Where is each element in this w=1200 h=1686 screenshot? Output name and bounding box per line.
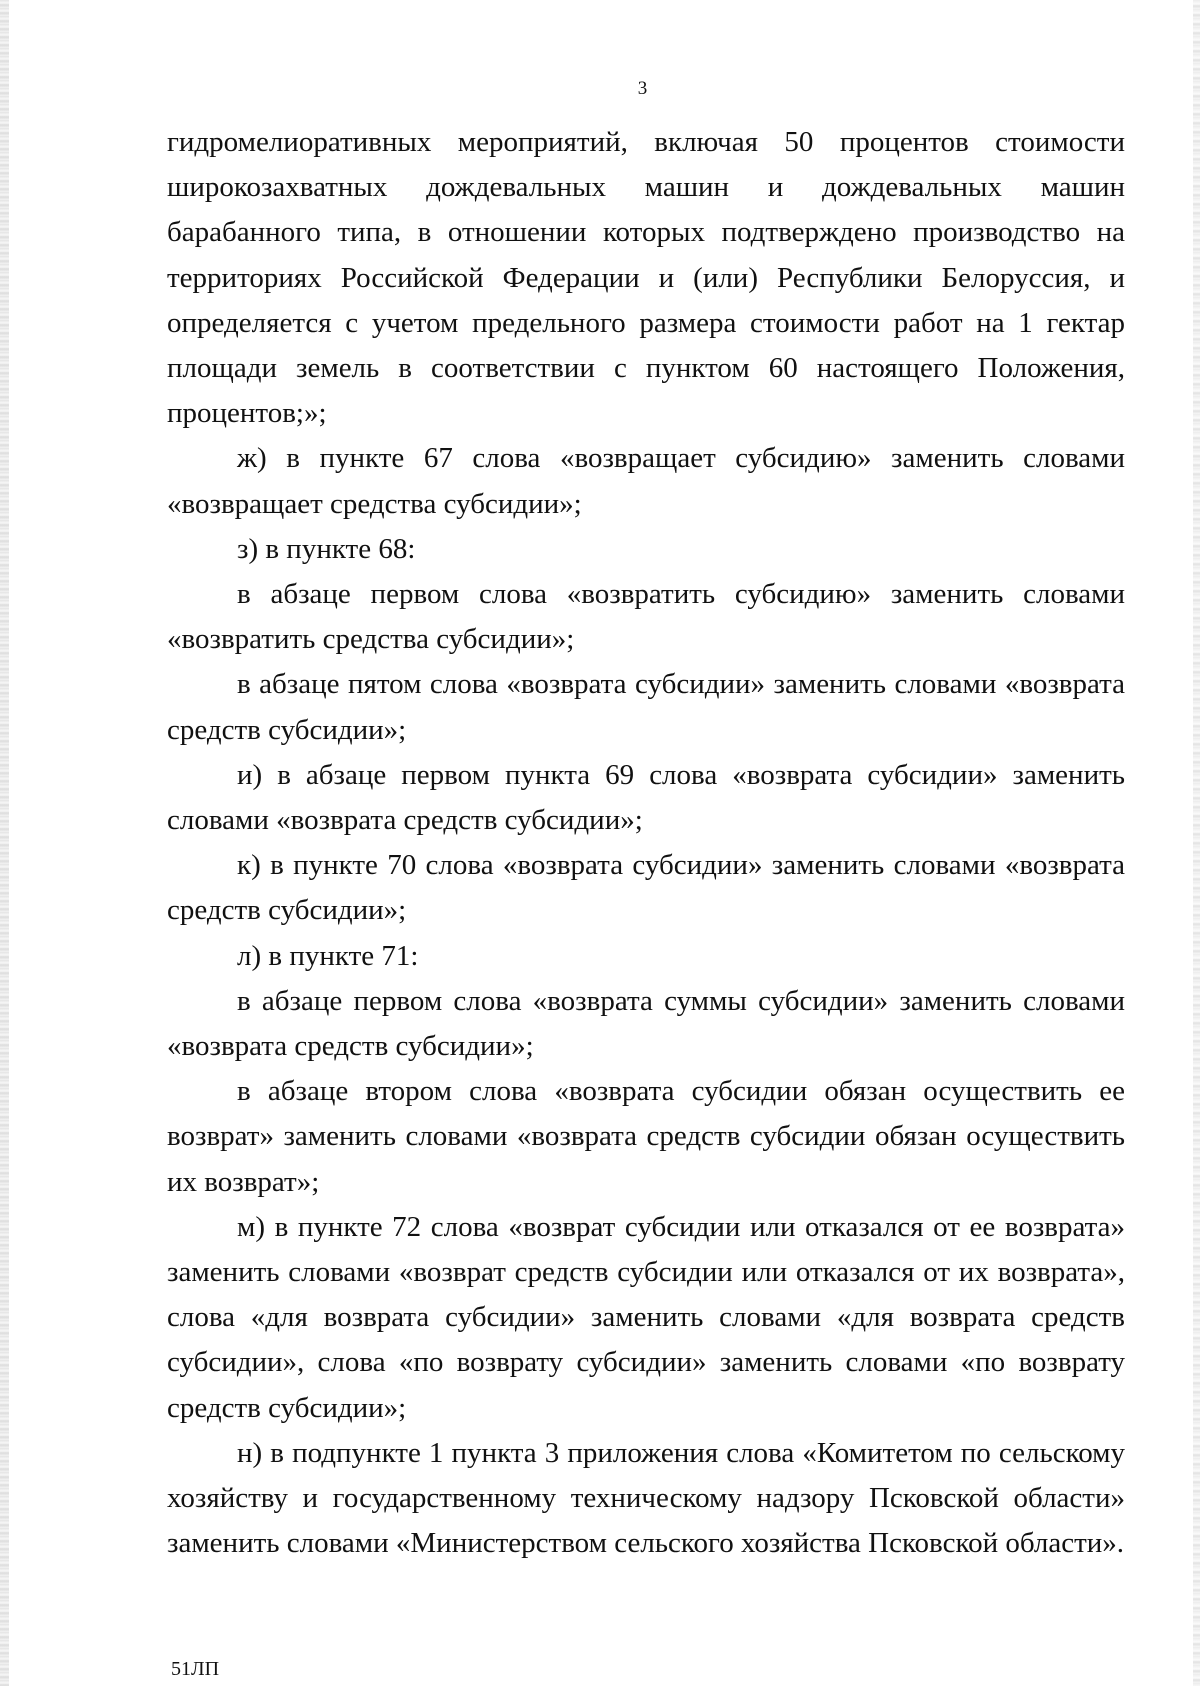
scan-left-edge [0,0,9,1686]
paragraph-k: к) в пункте 70 слова «возврата субсидии» заменить словами «возврата средств субсидии»; [167,849,1125,927]
paragraph-m: м) в пункте 72 слова «возврат субсидии или отказался от ее возврата» заменить словами «возврат средств субсидии или отказался от их возврата», слова «для возврата субсидии» заменить словами «для возврата средств субсидии», слова «по возврату субсидии» заменить словами «по возврату средств субсидии»; [167,1210,1125,1424]
paragraph-z: з) в пункте 68: [237,532,416,565]
paragraph-zh: ж) в пункте 67 слова «возвращает субсидию» заменить словами «возвращает средства субсидии»; [167,442,1125,520]
paragraph-i: и) в абзаце первом пункта 69 слова «возврата субсидии» заменить словами «возврата средств субсидии»; [167,758,1125,837]
scan-right-edge [1193,0,1200,1686]
footer-code: 51ЛП [171,1658,220,1680]
paragraph-l-first: в абзаце первом слова «возврата суммы субсидии» заменить словами «возврата средств субсидии»; [167,984,1125,1063]
paragraph-z-first: в абзаце первом слова «возвратить субсидию» заменить словами «возвратить средства субсидии»; [167,578,1125,656]
paragraph-z-fifth: в абзаце пятом слова «возврата субсидии» заменить словами «возврата средств субсидии»; [167,668,1125,746]
page-number: 3 [637,78,648,99]
paragraph-l: л) в пункте 71: [237,939,419,972]
paragraph-n: н) в подпункте 1 пункта 3 приложения слова «Комитетом по сельскому хозяйству и государственному техническому надзору Псковской области» заменить словами «Министерством сельского хозяйства Псковской области». [167,1436,1125,1560]
paragraph-continuation: гидромелиоративных мероприятий, включая 50 процентов стоимости широкозахватных дождевальных машин и дождевальных машин барабанного типа, в отношении которых подтверждено производство на территориях Российской Федерации и (или) Республики Белоруссия, и определяется с учетом предельного размера стоимости работ на 1 гектар площади земель в соответствии с пунктом 60 настоящего Положения, процентов;»; [167,126,1125,430]
document-body [167,120,1125,1567]
paragraph-l-second: в абзаце втором слова «возврата субсидии обязан осуществить ее возврат» заменить словами «возврата средств субсидии обязан осуществить их возврат»; [167,1075,1125,1198]
